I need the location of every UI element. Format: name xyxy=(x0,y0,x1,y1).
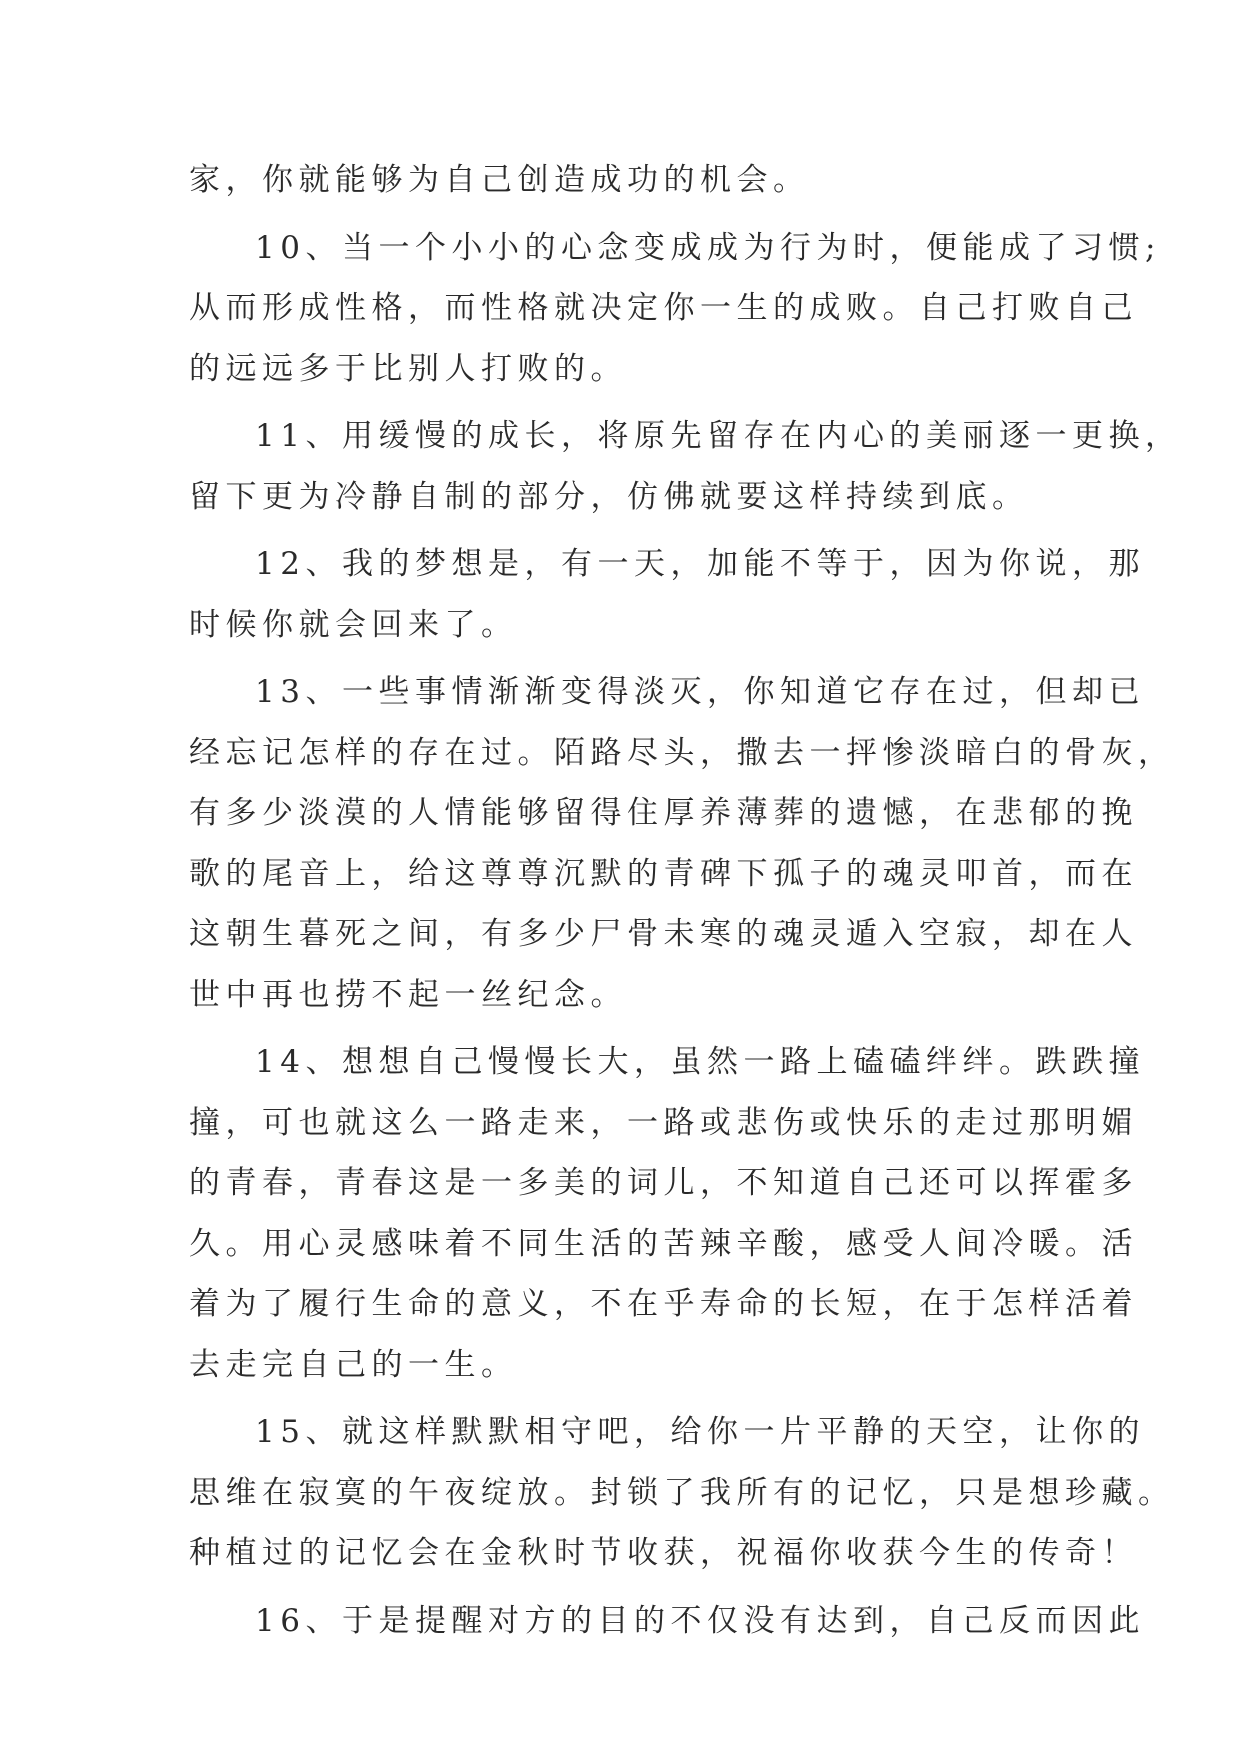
text-line: 留下更为冷静自制的部分，仿佛就要这样持续到底。 xyxy=(189,478,1029,515)
text-line: 家，你就能够为自己创造成功的机会。 xyxy=(189,162,810,198)
text-line: 14、想想自己慢慢长大，虽然一路上磕磕绊绊。跌跌撞 xyxy=(255,1044,1145,1080)
text-line: 歌的尾音上，给这尊尊沉默的青碑下孤子的魂灵叩首，而在 xyxy=(189,855,1138,892)
text-line: 去走完自己的一生。 xyxy=(189,1346,518,1383)
text-line: 16、于是提醒对方的目的不仅没有达到，自己反而因此 xyxy=(255,1602,1145,1639)
text-line: 世中再也捞不起一丝纪念。 xyxy=(189,976,627,1013)
paragraph-14 xyxy=(189,1032,1145,1395)
text-line: 这朝生暮死之间，有多少尸骨未寒的魂灵遁入空寂，却在人 xyxy=(189,916,1138,952)
text-line: 撞，可也就这么一路走来，一路或悲伤或快乐的走过那明媚 xyxy=(189,1104,1138,1141)
text-line: 11、用缓慢的成长，将原先留存在内心的美丽逐一更换， xyxy=(255,418,1182,454)
text-line: 着为了履行生命的意义，不在乎寿命的长短，在于怎样活着 xyxy=(189,1286,1138,1322)
text-line: 的青春，青春这是一多美的词儿，不知道自己还可以挥霍多 xyxy=(189,1165,1138,1201)
text-line: 思维在寂寞的午夜绽放。封锁了我所有的记忆，只是想珍藏。 xyxy=(189,1474,1175,1511)
text-line: 从而形成性格，而性格就决定你一生的成败。自己打败自己 xyxy=(189,290,1138,326)
paragraph-12 xyxy=(189,534,1145,655)
text-line: 久。用心灵感味着不同生活的苦辣辛酸，感受人间冷暖。活 xyxy=(189,1225,1138,1262)
text-line: 种植过的记忆会在金秋时节收获，祝福你收获今生的传奇！ xyxy=(189,1535,1138,1571)
paragraph-15 xyxy=(189,1402,1175,1584)
text-line: 经忘记怎样的存在过。陌路尽头，撒去一抨惨淡暗白的骨灰， xyxy=(189,734,1175,771)
text-line: 15、就这样默默相守吧，给你一片平静的天空，让你的 xyxy=(255,1414,1145,1450)
paragraph-11 xyxy=(189,406,1182,527)
text-line: 的远远多于比别人打败的。 xyxy=(189,350,627,387)
text-line: 有多少淡漠的人情能够留得住厚养薄葬的遗憾，在悲郁的挽 xyxy=(189,795,1138,831)
paragraph-continuation xyxy=(189,150,1055,211)
text-line: 13、一些事情渐渐变得淡灭，你知道它存在过，但却已 xyxy=(255,674,1145,710)
text-line: 10、当一个小小的心念变成成为行为时，便能成了习惯; xyxy=(255,229,1161,266)
text-line: 时候你就会回来了。 xyxy=(189,606,518,643)
paragraph-13 xyxy=(189,662,1175,1025)
text-line: 12、我的梦想是，有一天，加能不等于，因为你说，那 xyxy=(255,546,1145,582)
document-body xyxy=(189,150,1182,1651)
paragraph-16 xyxy=(189,1591,1145,1652)
paragraph-10 xyxy=(189,218,1161,400)
